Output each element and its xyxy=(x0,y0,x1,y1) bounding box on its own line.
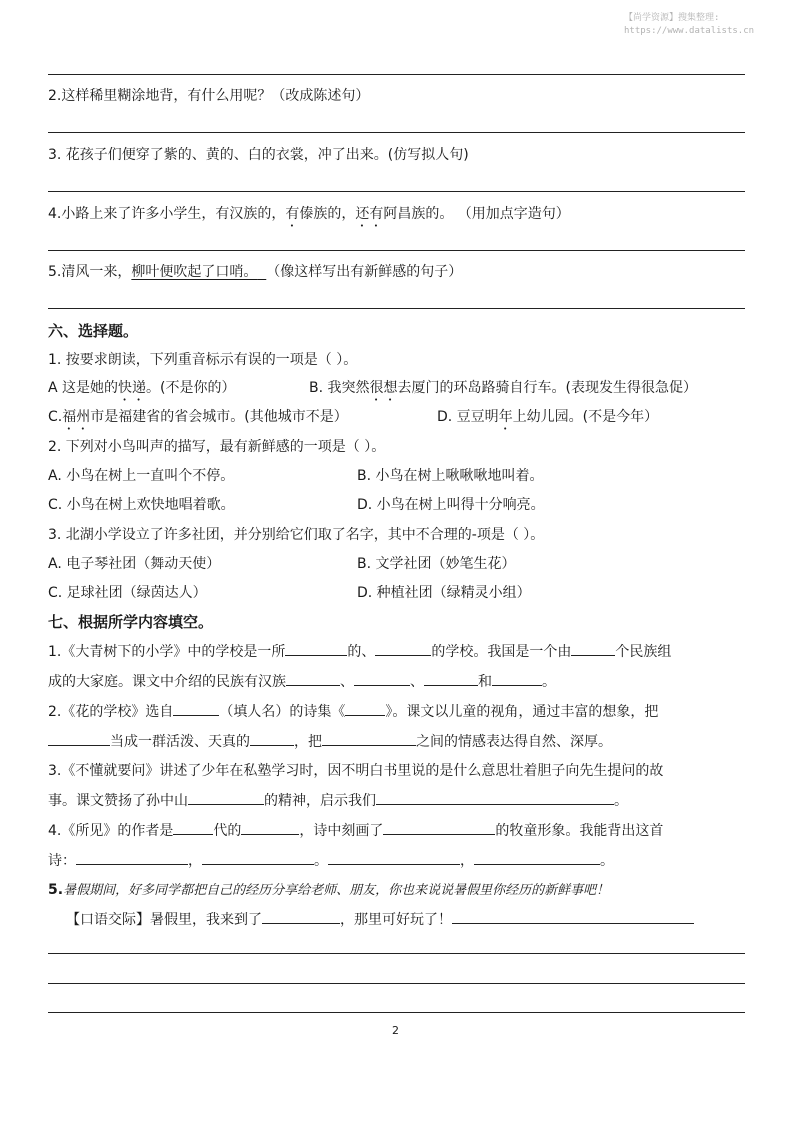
section-7-heading: 七、根据所学内容填空。 xyxy=(48,613,214,631)
fill-line-5: 3.《不懂就要问》讲述了少年在私塾学习时，因不明白书里说的是什么意思壮着胆子向先生提问的故 xyxy=(48,763,664,779)
q5-example-underlined: 柳叶便吹起了口哨。 xyxy=(131,264,258,280)
fill-text: 成的大家庭。课文中介绍的民族有汉族 xyxy=(48,674,286,690)
q2-option-c: C. 小鸟在树上欢快地唱着歌。 xyxy=(48,497,235,513)
fill-text: ， xyxy=(188,853,202,869)
fill-text: ，那里可好玩了！ xyxy=(340,912,452,928)
q5-suffix: （像这样写出有新鲜感的句子） xyxy=(266,264,463,280)
q2-option-b: B. 小鸟在树上啾啾啾地叫着。 xyxy=(357,468,544,484)
blank[interactable] xyxy=(262,909,340,924)
stressed-word: 很想 xyxy=(369,380,398,396)
fill-text: 的精神，启示我们 xyxy=(264,793,376,809)
fill-text: 个民族组 xyxy=(615,644,672,660)
fill-line-6 xyxy=(48,790,628,811)
blank[interactable] xyxy=(188,790,264,805)
blank[interactable] xyxy=(76,850,188,865)
fill-text: 之间的情感表达得自然、深厚。 xyxy=(416,734,612,750)
option-text: B. 我突然 xyxy=(309,380,370,396)
fill-text: 的牧童形象。我能背出这首 xyxy=(495,823,664,839)
answer-line xyxy=(48,191,745,192)
answer-line xyxy=(48,1012,745,1013)
choice-question-1: 1. 按要求朗读，下列重音标示有误的一项是（ ）。 xyxy=(48,352,358,368)
q1-option-c xyxy=(48,407,348,433)
page-number: 2 xyxy=(392,1024,399,1037)
fill-text: 2.《花的学校》选自 xyxy=(48,704,174,720)
q1-option-b xyxy=(309,378,697,404)
watermark-source: 【尚学资源】搜集整理: xyxy=(624,13,720,23)
rewrite-question-3: 3. 花孩子们便穿了紫的、黄的、白的衣裳，冲了出来。(仿写拟人句) xyxy=(48,147,469,163)
fill-text: 代的 xyxy=(213,823,242,839)
q1-option-a xyxy=(48,378,236,404)
q5-prefix: 5.清风一来， xyxy=(48,264,132,280)
blank[interactable] xyxy=(48,731,110,746)
choice-question-2: 2. 下列对小鸟叫声的描写，最有新鲜感的一项是（ ）。 xyxy=(48,439,386,455)
blank[interactable] xyxy=(376,790,614,805)
rewrite-question-2: 2.这样稀里糊涂地背，有什么用呢？（改成陈述句） xyxy=(48,88,370,104)
fill-text: 、 xyxy=(410,674,424,690)
blank[interactable] xyxy=(424,671,478,686)
fill-question-5 xyxy=(48,880,609,901)
answer-line xyxy=(48,74,745,75)
fill-line-2 xyxy=(48,671,556,692)
q3-option-c: C. 足球社团（绿茵达人） xyxy=(48,585,207,601)
option-text: 去厦门的环岛路骑自行车。(表现发生得很急促） xyxy=(397,380,697,396)
q3-option-b: B. 文学社团（妙笔生花） xyxy=(357,556,516,572)
blank[interactable] xyxy=(383,820,495,835)
fill-text: 诗： xyxy=(48,853,76,869)
q3-option-a: A. 电子琴社团（舞动天使） xyxy=(48,556,221,572)
fill-text: 的学校。我国是一个由 xyxy=(431,644,572,660)
fill-line-3 xyxy=(48,701,658,722)
fill-text: 事。课文赞扬了孙中山 xyxy=(48,793,188,809)
option-text: 。(不是你的） xyxy=(146,380,236,396)
fill-text: ，诗中刻画了 xyxy=(299,823,384,839)
option-text: A 这是她的 xyxy=(48,380,119,396)
fill-text: 。 xyxy=(600,853,614,869)
fill-text: 1.《大青树下的小学》中的学校是一所 xyxy=(48,644,286,660)
fill-text: （填人名）的诗集《 xyxy=(219,704,346,720)
question-text: 暑假期间，好多同学都把自己的经历分享给老师、朋友，你也来说说暑假里你经历的新鲜事吧！ xyxy=(63,883,610,898)
q4-prefix: 4.小路上来了许多小学生，有汉族的， xyxy=(48,206,286,222)
blank[interactable] xyxy=(202,850,314,865)
watermark-url: https://www.datalists.cn xyxy=(624,26,755,36)
q3-option-d: D. 种植社团（绿精灵小组） xyxy=(357,585,531,601)
fill-text: ，把 xyxy=(294,734,322,750)
fill-text: 当成一群活泼、天真的 xyxy=(110,734,250,750)
rewrite-question-4 xyxy=(48,204,570,230)
option-text: D. 豆豆明 xyxy=(437,409,499,425)
fill-text: ， xyxy=(460,853,474,869)
blank[interactable] xyxy=(354,671,410,686)
blank[interactable] xyxy=(328,850,460,865)
blank[interactable] xyxy=(173,701,219,716)
fill-line-4 xyxy=(48,731,612,752)
option-text: 市是福建省的省会城市。(其他城市不是） xyxy=(90,409,348,425)
fill-line-1 xyxy=(48,641,671,662)
q4-mid: 傣族的， xyxy=(299,206,356,222)
q2-option-d: D. 小鸟在树上叫得十分响亮。 xyxy=(357,497,545,513)
answer-line xyxy=(48,983,745,984)
blank[interactable] xyxy=(241,820,299,835)
dotted-char: 有 xyxy=(369,206,384,222)
option-text: C. xyxy=(48,409,63,425)
blank[interactable] xyxy=(345,701,385,716)
answer-line xyxy=(48,132,745,133)
blank[interactable] xyxy=(492,671,542,686)
q1-option-d xyxy=(437,407,658,433)
dotted-char: 有 xyxy=(285,206,300,222)
blank[interactable] xyxy=(452,909,694,924)
q5-underline-gap xyxy=(257,264,266,280)
option-text: 上幼儿园。(不是今年） xyxy=(512,409,659,425)
fill-text: 。 xyxy=(542,674,556,690)
stressed-word: 年 xyxy=(498,409,513,425)
blank[interactable] xyxy=(375,641,431,656)
question-number: 5. xyxy=(48,882,64,898)
blank[interactable] xyxy=(571,641,615,656)
blank[interactable] xyxy=(285,641,347,656)
answer-line xyxy=(48,953,745,954)
rewrite-question-5 xyxy=(48,262,462,282)
blank[interactable] xyxy=(474,850,600,865)
choice-question-3: 3. 北湖小学设立了许多社团，并分别给它们取了名字，其中不合理的-项是（ ）。 xyxy=(48,527,545,543)
answer-line xyxy=(48,308,745,309)
oral-communication-line xyxy=(66,909,694,930)
stressed-word: 福州 xyxy=(62,409,91,425)
q4-tail: 阿昌族的。 （用加点字造句） xyxy=(383,206,570,222)
blank[interactable] xyxy=(173,820,213,835)
section-6-heading: 六、选择题。 xyxy=(48,322,139,340)
fill-text: 、 xyxy=(340,674,354,690)
fill-line-8 xyxy=(48,850,614,871)
fill-text: 。 xyxy=(314,853,328,869)
fill-text: 的、 xyxy=(347,644,376,660)
fill-text: 》。课文以儿童的视角，通过丰富的想象，把 xyxy=(385,704,659,720)
blank[interactable] xyxy=(250,731,294,746)
blank[interactable] xyxy=(322,731,416,746)
dotted-char: 还 xyxy=(355,206,370,222)
answer-line xyxy=(48,250,745,251)
blank[interactable] xyxy=(286,671,340,686)
stressed-word: 快递 xyxy=(118,380,147,396)
q2-option-a: A. 小鸟在树上一直叫个不停。 xyxy=(48,468,235,484)
fill-text: 【口语交际】暑假里，我来到了 xyxy=(66,912,262,928)
fill-text: 4.《所见》的作者是 xyxy=(48,823,174,839)
fill-text: 。 xyxy=(614,793,628,809)
fill-line-7 xyxy=(48,820,663,841)
fill-text: 和 xyxy=(478,674,492,690)
